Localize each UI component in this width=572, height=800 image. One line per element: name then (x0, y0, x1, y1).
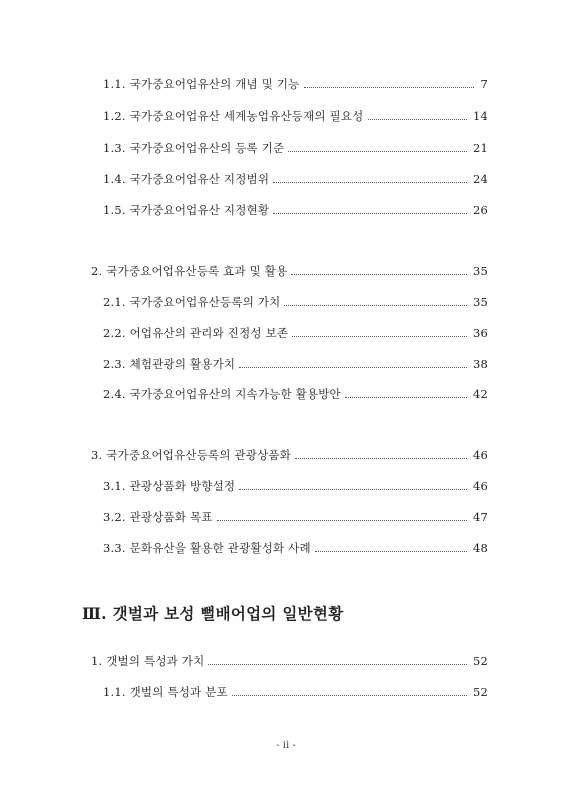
toc-entry-label: 2. 국가중요어업유산등록 효과 및 활용 (91, 264, 288, 278)
toc-page-number: 52 (472, 654, 488, 668)
toc-page-number: 47 (472, 510, 488, 524)
dot-leader (295, 457, 467, 459)
dot-leader (291, 273, 467, 275)
toc-entry-label: 1.1. 국가중요어업유산의 개념 및 기능 (103, 77, 300, 91)
toc-page-number: 38 (472, 357, 488, 371)
toc-entry-2-2[interactable] (103, 325, 488, 341)
dot-leader (239, 488, 467, 490)
toc-page-number: 46 (472, 448, 488, 462)
toc-entry-label: 1.5. 국가중요어업유산 지정현황 (103, 203, 270, 217)
toc-page-number: 7 (480, 77, 488, 91)
dot-leader (239, 366, 467, 368)
dot-leader (217, 519, 467, 521)
toc-page-number: 52 (472, 685, 488, 699)
toc-entry-1-2[interactable] (103, 108, 488, 124)
toc-page-number: 46 (472, 479, 488, 493)
toc-entry-label: 3.2. 관광상품화 목표 (103, 510, 213, 524)
toc-entry-3-1[interactable] (103, 478, 488, 494)
page-number-footer: - ii - (276, 740, 296, 751)
dot-leader (315, 550, 467, 552)
toc-entry-label: 2.1. 국가중요어업유산등록의 가치 (103, 295, 281, 309)
toc-entry-2-3[interactable] (103, 356, 488, 372)
toc-page-number: 14 (472, 109, 488, 123)
toc-page-number: 36 (472, 326, 488, 340)
dot-leader (368, 118, 467, 120)
toc-page-number: 42 (472, 387, 488, 401)
toc-entry-label: 1.4. 국가중요어업유산 지정범위 (103, 172, 270, 186)
dot-leader (345, 396, 467, 398)
toc-entry-2-1[interactable] (103, 294, 488, 310)
toc-page-number: 24 (472, 172, 488, 186)
toc-entry-label: 3.3. 문화유산을 활용한 관광활성화 사례 (103, 541, 311, 555)
dot-leader (284, 304, 466, 306)
toc-entry-label: 1.3. 국가중요어업유산의 등록 기준 (103, 141, 285, 155)
toc-entry-1-3[interactable] (103, 140, 488, 156)
toc-entry-label: 1.2. 국가중요어업유산 세계농업유산등재의 필요성 (103, 109, 364, 123)
toc-entry-III-1-1[interactable] (103, 684, 488, 700)
dot-leader (288, 150, 467, 152)
chapter-heading[interactable]: Ⅲ. 갯벌과 보성 뻘배어업의 일반현황 (82, 604, 344, 623)
dot-leader (232, 694, 467, 696)
dot-leader (292, 335, 467, 337)
toc-page-number: 35 (472, 264, 488, 278)
dot-leader (273, 212, 467, 214)
toc-entry-label: 1.1. 갯벌의 특성과 분포 (103, 685, 228, 699)
dot-leader (273, 181, 467, 183)
toc-entry-label: 2.4. 국가중요어업유산의 지속가능한 활용방안 (103, 387, 341, 401)
toc-entry-label: 2.2. 어업유산의 관리와 진정성 보존 (103, 326, 289, 340)
toc-entry-3[interactable] (91, 447, 488, 463)
toc-entry-2[interactable] (91, 263, 488, 279)
toc-page-number: 26 (472, 203, 488, 217)
toc-entry-label: 3. 국가중요어업유산등록의 관광상품화 (91, 448, 292, 462)
toc-page-number: 48 (472, 541, 488, 555)
toc-entry-1-1[interactable] (103, 76, 488, 92)
toc-entry-1-5[interactable] (103, 202, 488, 218)
dot-leader (304, 86, 475, 88)
toc-entry-2-4[interactable] (103, 386, 488, 402)
toc-entry-label: 3.1. 관광상품화 방향설정 (103, 479, 236, 493)
toc-page-number: 21 (472, 141, 488, 155)
toc-entry-III-1[interactable] (91, 653, 488, 669)
toc-entry-3-3[interactable] (103, 540, 488, 556)
toc-entry-1-4[interactable] (103, 171, 488, 187)
toc-entry-label: 2.3. 체험관광의 활용가치 (103, 357, 236, 371)
toc-page-number: 35 (472, 295, 488, 309)
toc-entry-3-2[interactable] (103, 509, 488, 525)
toc-entry-label: 1. 갯벌의 특성과 가치 (91, 654, 205, 668)
dot-leader (208, 663, 467, 665)
